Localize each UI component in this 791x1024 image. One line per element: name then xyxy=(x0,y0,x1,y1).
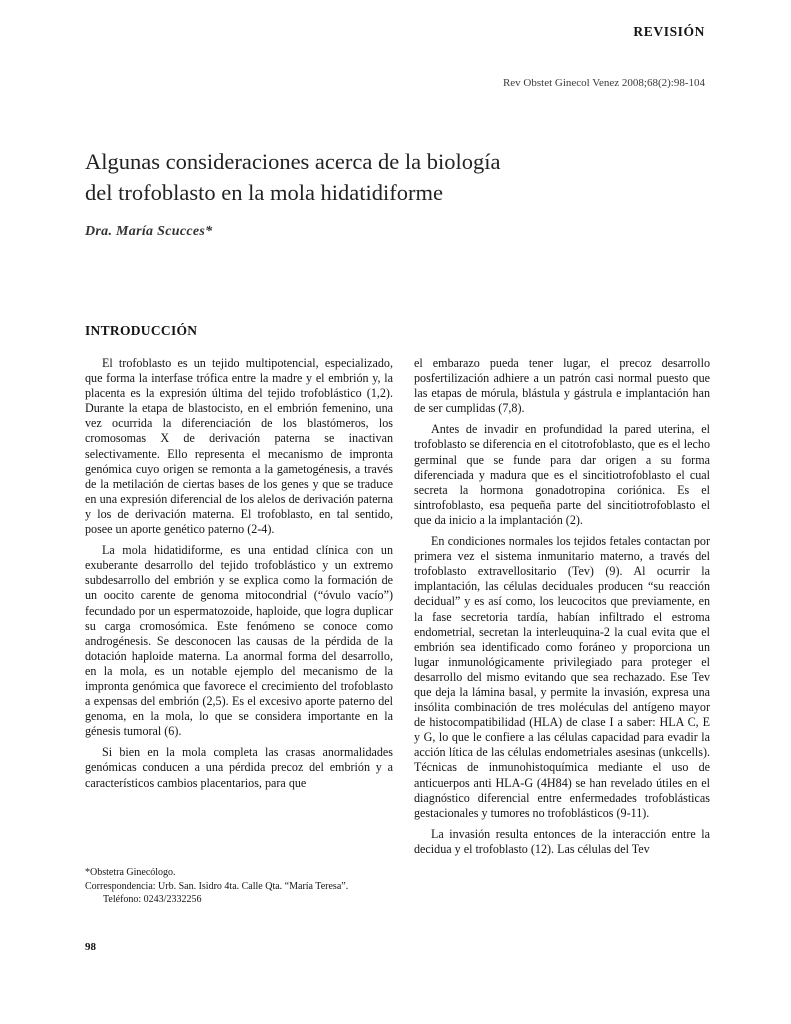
paragraph: La invasión resulta entonces de la interacción entre la decidua y el trofoblasto (12). Las células del Tev xyxy=(414,826,710,856)
paragraph: La mola hidatidiforme, es una entidad clínica con un exuberante desarrollo del tejido trofoblástico y un extremo subdesarrollo del embrión y se explica como la formación de un oocito carente de genoma mitocondrial (“óvulo vacío”) fecundado por un espermatozoide, haploide, que logra duplicar su carga cromosómica. Este fenómeno se conoce como androgénesis. Se desconocen las causas de la pérdida de la dotación haploide materna. La anormal forma del desarrollo, en la mola, es un notable ejemplo del mecanismo de la impronta genómica que favorece el crecimiento del trofoblasto a expensas del embrión (2,5). Es el excesivo aporte paterno del genoma, en la mola, lo que se considera importante en la génesis tumoral (6). xyxy=(85,543,393,739)
title-line-2: del trofoblasto en la mola hidatidiforme xyxy=(85,180,444,205)
footnote-correspondence: Correspondencia: Urb. San. Isidro 4ta. Calle Qta. “María Teresa”. xyxy=(85,881,349,892)
title-line-1: Algunas consideraciones acerca de la biología xyxy=(85,149,501,174)
paragraph-continuation: el embarazo pueda tener lugar, el precoz desarrollo posfertilización adhiere a un patrón casi normal puesto que las etapas de mórula, blástula y gástrula e implantación han de ser cumplidas (7,8). xyxy=(414,356,710,416)
section-heading: INTRODUCCIÓN xyxy=(85,323,198,338)
paragraph: Si bien en la mola completa las crasas anormalidades genómicas conducen a una pérdida precoz del embrión y a característicos cambios placentarios, para que xyxy=(85,745,393,790)
paragraph: El trofoblasto es un tejido multipotencial, especializado, que forma la interfase trófica entre la madre y el embrión y, la placenta es la expresión última del tejido trofoblástico (1,2). Durante la etapa de blastocisto, en el embrión femenino, una vez ocurrida la diferenciación de los blastómeros, los cromosomas X de derivación paterna se inactivan selectivamente. Ello representa el mecanismo de impronta genómica cuyo origen se remonta a la gametogénesis, a través de la metilación de ciertas bases de los genes y que se traduce en una expresión diferencial de los alelos de derivación paterna y los de derivación materna. El trofoblasto, en tal sentido, posee un aporte genético paterno (2-4). xyxy=(85,356,393,537)
paragraph: Antes de invadir en profundidad la pared uterina, el trofoblasto se diferencia en el citotrofoblasto, que es el lecho germinal que se funde para dar origen a su forma diferenciada y madura que es el sincitiotrofoblasto el cual secreta la hormona gonadotropina coriónica. Es el sintrofoblasto, esa pequeña parte del sincitiotrofoblasto el que da inicio a la implantación (2). xyxy=(414,422,710,527)
author-name: Dra. María Scucces* xyxy=(85,224,213,239)
footnote-phone: Teléfono: 0243/2332256 xyxy=(103,894,202,905)
body-column-right xyxy=(414,356,710,863)
paragraph: En condiciones normales los tejidos fetales contactan por primera vez el sistema inmunitario materno, a través del trofoblasto extravellositario (Tev) (9). Al ocurrir la implantación, las células deciduales producen “su reacción decidual” y es así como, los leucocitos que previamente, en la fase secretoria tardía, habían infiltrado el estroma endometrial, secretan la interleuquina-2 la cual evita que el embrión sea identificado como foráneo y proporciona un lugar inmunológicamente privilegiado para proteger el desarrollo del mismo evitando que sea rechazado. Ese Tev que deja la lámina basal, y permite la invasión, expresa una insólita combinación de tres moléculas del antígeno mayor de histocompatibilidad (HLA) de clase I a saber: HLA C, E y G, lo que le confiere a las células capacidad para evadir la acción lítica de las células endometriales asesinas (unkcells). Técnicas de inmunohistoquímica mediante el uso de anticuerpos anti HLA-G (4H84) se han revelado útiles en el diagnóstico diferencial entre enfermedades trofoblásticas gestacionales y tumores no trofoblásticos (9-11). xyxy=(414,534,710,820)
footnote-affiliation: *Obstetra Ginecólogo. xyxy=(85,867,176,878)
section-label: REVISIÓN xyxy=(633,24,705,39)
journal-citation: Rev Obstet Ginecol Venez 2008;68(2):98-104 xyxy=(502,77,705,89)
page-number: 98 xyxy=(85,941,96,953)
article-title xyxy=(85,146,685,208)
body-column-left xyxy=(85,356,393,797)
